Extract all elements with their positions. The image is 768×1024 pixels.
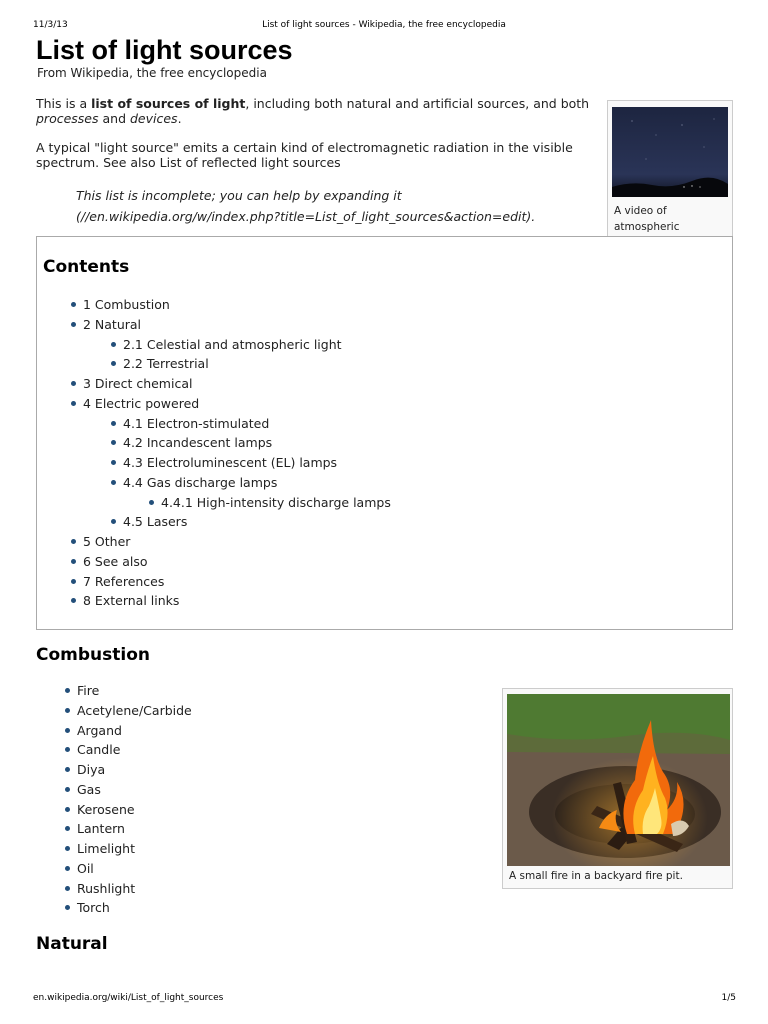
toc-list	[37, 295, 391, 611]
list-item-label: Gas	[77, 781, 101, 797]
list-item[interactable]	[65, 819, 192, 839]
lightning-video-image[interactable]	[612, 107, 728, 197]
list-item[interactable]	[65, 879, 192, 899]
intro-text-c: , including both natural and artificial sources, and both	[245, 96, 590, 111]
list-item[interactable]	[65, 681, 192, 701]
list-item-label: Lantern	[77, 821, 125, 837]
definition-paragraph: A typical "light source" emits a certain kind of electromagnetic radiation in the visible spectrum. See also List of reflected light sources	[36, 140, 573, 170]
bullet-icon	[65, 846, 70, 851]
bullet-icon	[71, 598, 76, 603]
list-item[interactable]	[65, 760, 192, 780]
toc-item[interactable]	[37, 374, 391, 394]
bullet-icon	[65, 688, 70, 693]
toc-item[interactable]	[37, 473, 391, 493]
bullet-icon	[65, 787, 70, 792]
fire-pit-caption: A small fire in a backyard fire pit.	[509, 870, 683, 882]
toc-item-label: 1 Combustion	[83, 297, 170, 312]
list-item-label: Diya	[77, 762, 106, 777]
list-item[interactable]	[65, 839, 192, 859]
bullet-icon	[71, 322, 76, 327]
bullet-icon	[71, 579, 76, 584]
list-item-label: Kerosene	[77, 801, 135, 817]
list-item-label: Candle	[77, 742, 121, 758]
toc-item-label: 4.3 Electroluminescent (EL) lamps	[123, 455, 338, 470]
print-date: 11/3/13	[33, 20, 68, 30]
toc-item[interactable]	[37, 493, 391, 513]
toc-item-label: 4.5 Lasers	[123, 514, 188, 530]
incomplete-list-note: This list is incomplete; you can help by expanding it (//en.wikipedia.org/w/index.php?title=List_of_light_sources&action=edit).	[76, 188, 536, 224]
bullet-icon	[111, 342, 116, 347]
bullet-icon	[111, 361, 116, 366]
from-wikipedia-tagline: From Wikipedia, the free encyclopedia	[37, 66, 267, 80]
toc-item-label: 2.1 Celestial and atmospheric light	[123, 336, 342, 352]
page-title: List of light sources	[36, 35, 293, 65]
bullet-icon	[71, 401, 76, 406]
list-item[interactable]	[65, 721, 192, 741]
toc-item-label: 6 See also	[83, 553, 148, 569]
toc-item-label: 8 External links	[83, 593, 180, 609]
toc-item[interactable]	[37, 335, 391, 355]
toc-item-label: 2.2 Terrestrial	[123, 356, 209, 372]
toc-item[interactable]	[37, 512, 391, 532]
toc-item[interactable]	[37, 572, 391, 592]
bullet-icon	[65, 728, 70, 733]
toc-item[interactable]	[37, 414, 391, 434]
bullet-icon	[71, 302, 76, 307]
print-page-title: List of light sources - Wikipedia, the free encyclopedia	[262, 20, 506, 30]
fire-pit-thumbnail	[502, 688, 733, 889]
list-item-label: Argand	[77, 722, 122, 738]
toc-title: Contents	[43, 257, 130, 277]
list-item[interactable]	[65, 859, 192, 879]
toc-item[interactable]	[37, 295, 391, 315]
toc-item[interactable]	[37, 433, 391, 453]
bullet-icon	[65, 866, 70, 871]
list-item-label: Limelight	[77, 841, 136, 856]
toc-item-label: 3 Direct chemical	[83, 376, 193, 391]
section-heading-natural: Natural	[36, 934, 108, 954]
bullet-icon	[71, 539, 76, 544]
intro-text-g: .	[177, 111, 182, 126]
bullet-icon	[65, 886, 70, 891]
print-footer-url: en.wikipedia.org/wiki/List_of_light_sources	[33, 993, 224, 1003]
lightning-caption: A video of atmospheric	[614, 205, 680, 233]
toc-item-label: 2 Natural	[83, 316, 142, 332]
toc-item[interactable]	[37, 394, 391, 414]
table-of-contents	[36, 236, 733, 630]
combustion-list	[65, 681, 192, 918]
toc-item-label: 4.1 Electron-stimulated	[123, 415, 270, 431]
toc-item-label: 4.4.1 High-intensity discharge lamps	[161, 494, 391, 510]
page-number: 1/5	[721, 993, 736, 1003]
bullet-icon	[111, 460, 116, 465]
list-item-label: Rushlight	[77, 880, 136, 896]
toc-item[interactable]	[37, 315, 391, 335]
intro-text-e: and	[98, 111, 130, 126]
list-item[interactable]	[65, 701, 192, 721]
bullet-icon	[149, 500, 154, 505]
toc-item-label: 4.2 Incandescent lamps	[123, 435, 273, 451]
toc-item-label: 4 Electric powered	[83, 395, 200, 411]
bullet-icon	[111, 421, 116, 426]
fire-pit-image[interactable]	[507, 694, 730, 866]
intro-paragraph	[36, 96, 596, 126]
list-item-label: Acetylene/Carbide	[77, 702, 192, 718]
toc-item-label: 5 Other	[83, 534, 131, 549]
section-heading-combustion: Combustion	[36, 645, 150, 665]
list-item[interactable]	[65, 898, 192, 918]
bullet-icon	[65, 767, 70, 772]
toc-item[interactable]	[37, 591, 391, 611]
intro-text-a: This is a	[36, 96, 92, 111]
bullet-icon	[65, 905, 70, 910]
bullet-icon	[65, 807, 70, 812]
toc-item-label: 4.4 Gas discharge lamps	[123, 474, 278, 490]
bullet-icon	[65, 708, 70, 713]
bullet-icon	[111, 480, 116, 485]
bullet-icon	[71, 559, 76, 564]
toc-item[interactable]	[37, 532, 391, 552]
bullet-icon	[71, 381, 76, 386]
list-item[interactable]	[65, 780, 192, 800]
list-item-label: Torch	[77, 900, 110, 916]
bullet-icon	[111, 519, 116, 524]
intro-bold-term: list of sources of light	[91, 96, 246, 111]
toc-item-label: 7 References	[83, 573, 165, 589]
toc-item[interactable]	[37, 552, 391, 572]
toc-item[interactable]	[37, 453, 391, 473]
toc-item[interactable]	[37, 354, 391, 374]
list-item[interactable]	[65, 800, 192, 820]
intro-processes: processes	[36, 111, 99, 126]
list-item-label: Fire	[77, 683, 100, 698]
list-item-label: Oil	[77, 860, 94, 876]
bullet-icon	[111, 440, 116, 445]
bullet-icon	[65, 747, 70, 752]
bullet-icon	[65, 826, 70, 831]
list-item[interactable]	[65, 740, 192, 760]
intro-devices: devices	[129, 111, 178, 126]
